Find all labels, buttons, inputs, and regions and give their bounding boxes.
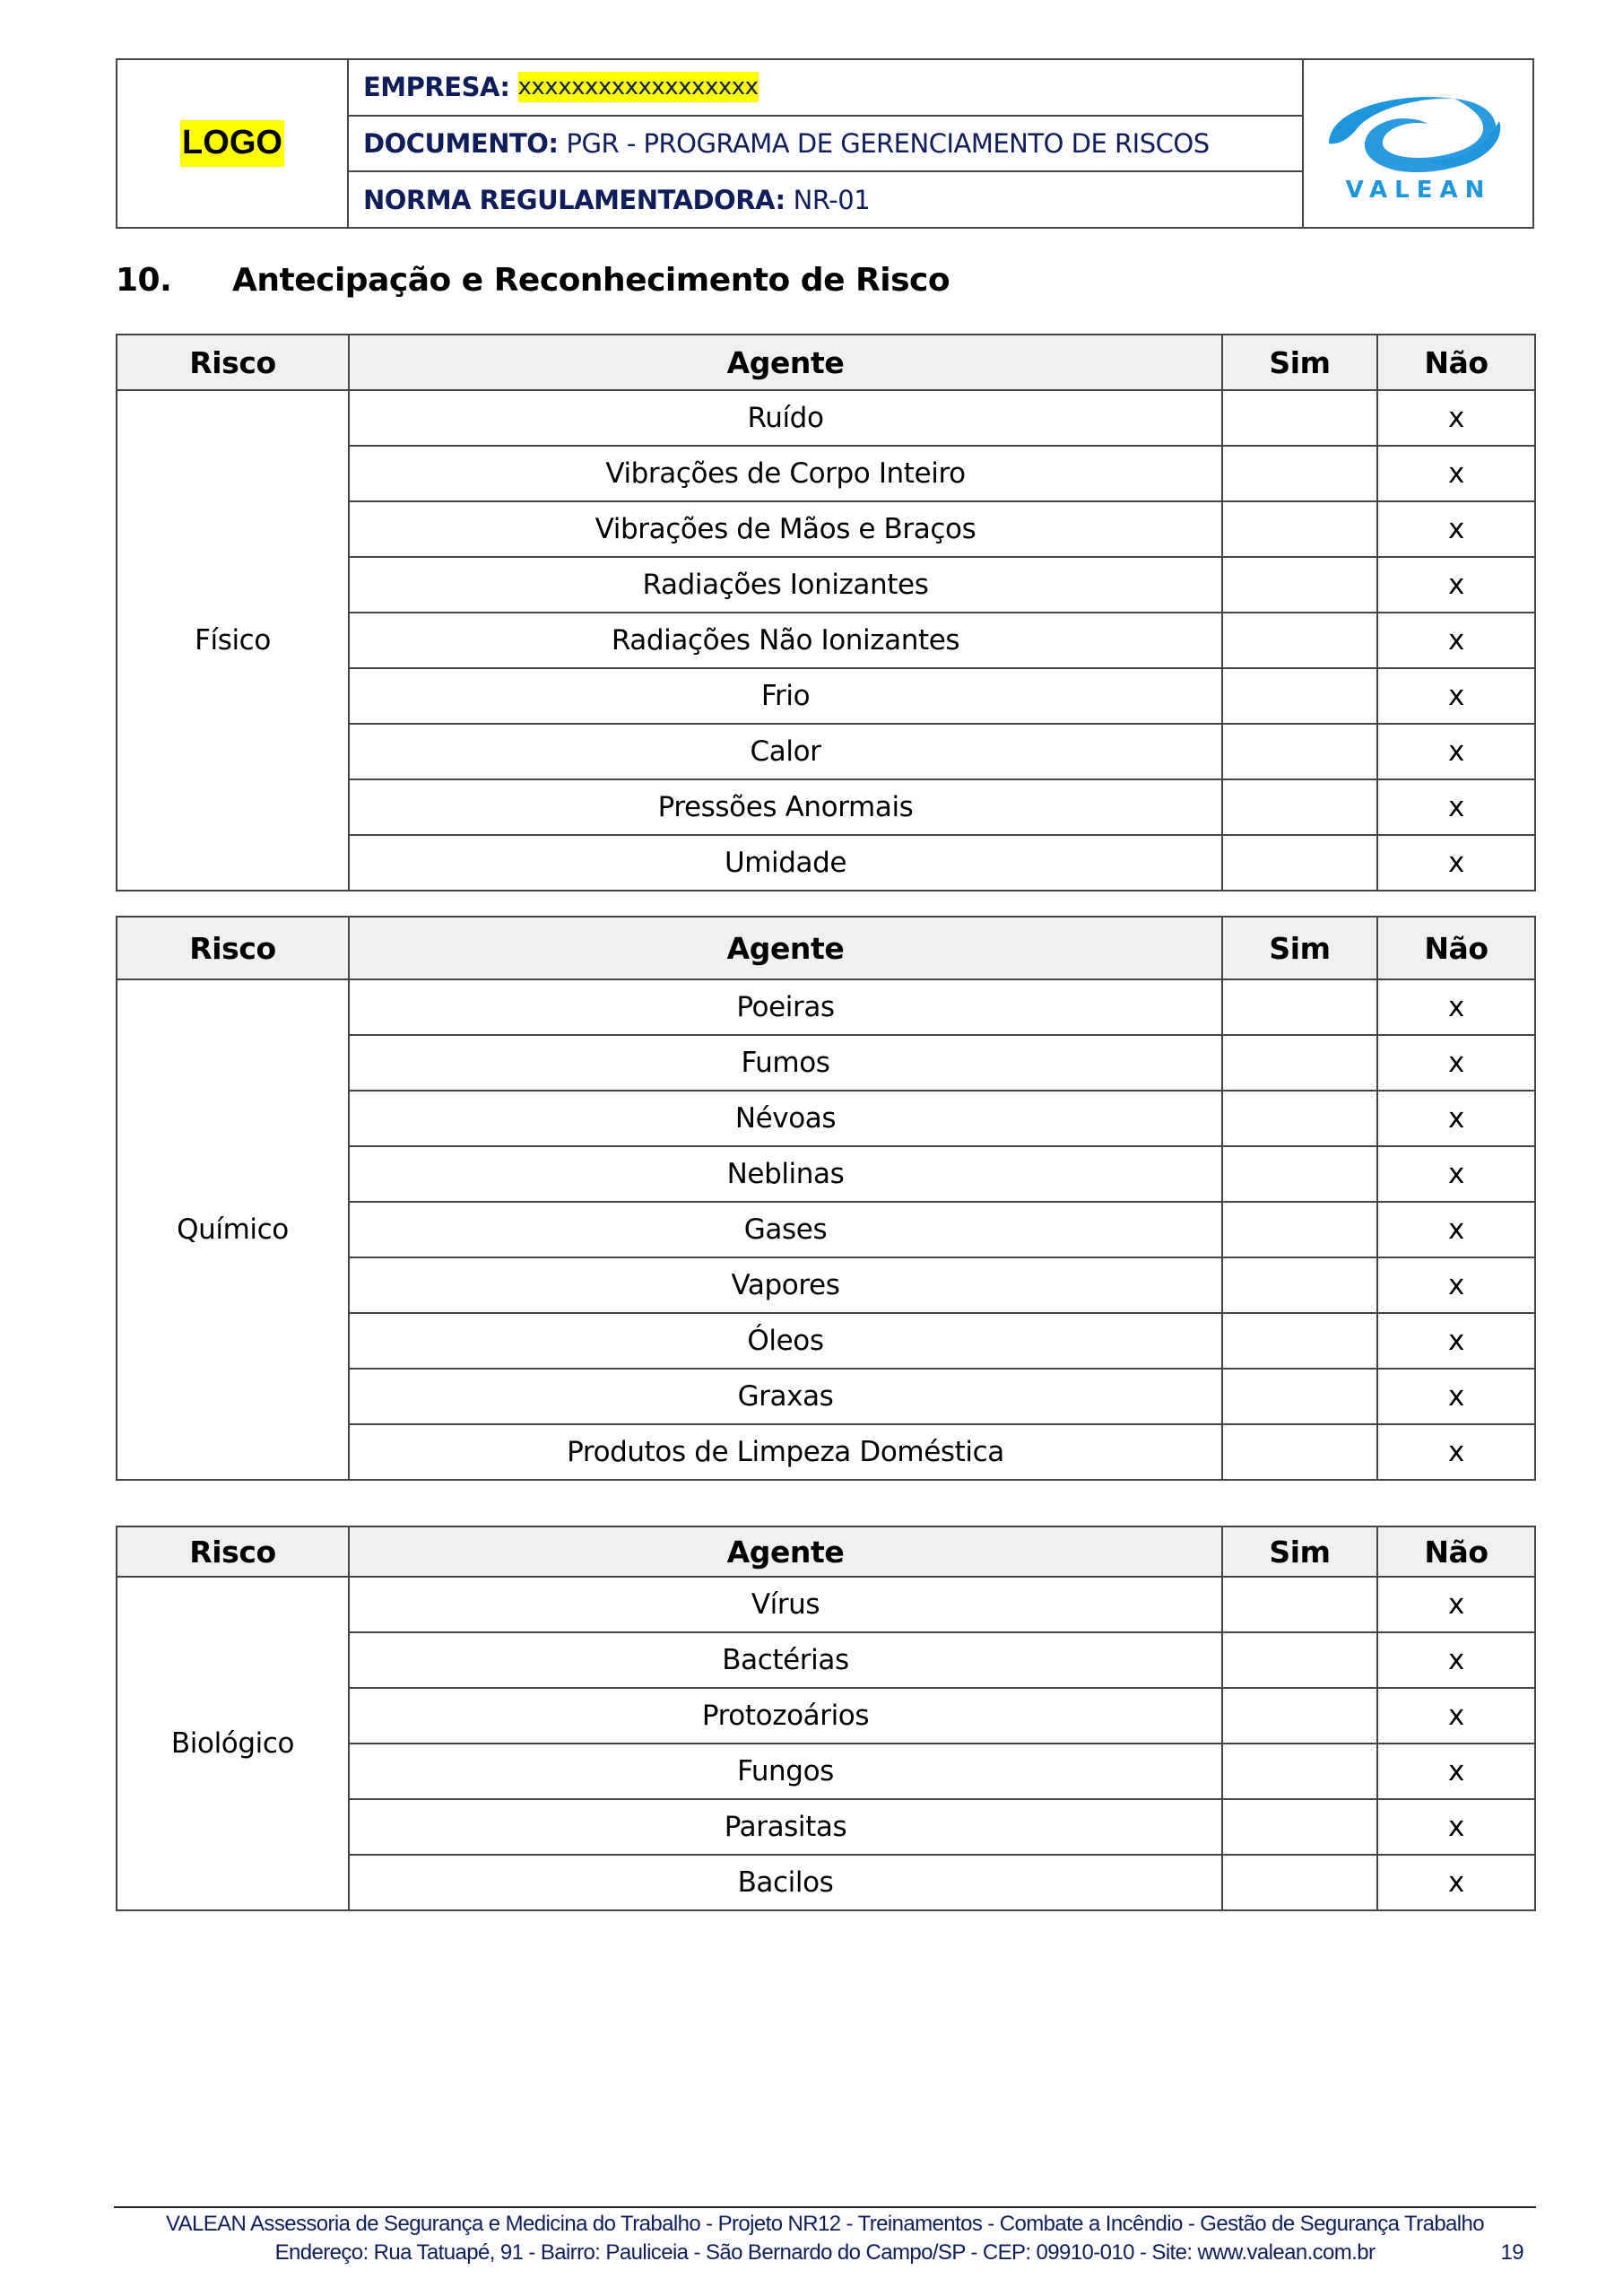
agent-cell: Calor — [349, 724, 1222, 779]
col-header-agente: Agente — [349, 917, 1222, 979]
table-header-row — [117, 917, 1535, 979]
agent-cell: Óleos — [349, 1313, 1222, 1369]
risk-table-fisico — [116, 334, 1536, 891]
sim-cell — [1222, 501, 1377, 557]
agent-cell: Produtos de Limpeza Doméstica — [349, 1424, 1222, 1480]
header-info — [349, 60, 1304, 227]
valean-logo-icon — [1320, 81, 1517, 206]
sim-cell — [1222, 1424, 1377, 1480]
sim-cell — [1222, 1799, 1377, 1855]
sim-cell — [1222, 1202, 1377, 1257]
agent-cell: Bactérias — [349, 1632, 1222, 1688]
nao-cell: x — [1377, 979, 1535, 1035]
agent-cell: Radiações Não Ionizantes — [349, 613, 1222, 668]
sim-cell — [1222, 613, 1377, 668]
nao-cell: x — [1377, 1146, 1535, 1202]
sim-cell — [1222, 1744, 1377, 1799]
nao-cell: x — [1377, 446, 1535, 501]
col-header-sim: Sim — [1222, 917, 1377, 979]
sim-cell — [1222, 1313, 1377, 1369]
norma-label: NORMA REGULAMENTADORA: — [363, 184, 785, 215]
norma-row — [349, 170, 1302, 227]
agent-cell: Ruído — [349, 390, 1222, 446]
valean-logo-cell — [1304, 60, 1532, 227]
col-header-nao: Não — [1377, 917, 1535, 979]
empresa-value: xxxxxxxxxxxxxxxxxx — [517, 74, 759, 101]
sim-cell — [1222, 779, 1377, 835]
table-header-row — [117, 1526, 1535, 1577]
agent-cell: Fungos — [349, 1744, 1222, 1799]
sim-cell — [1222, 1369, 1377, 1424]
agent-cell: Protozoários — [349, 1688, 1222, 1744]
table-row — [117, 390, 1535, 446]
agent-cell: Bacilos — [349, 1855, 1222, 1910]
page-footer — [114, 2206, 1536, 2267]
sim-cell — [1222, 1855, 1377, 1910]
nao-cell: x — [1377, 668, 1535, 724]
documento-label: DOCUMENTO: — [363, 128, 559, 159]
table-row — [117, 979, 1535, 1035]
agent-cell: Névoas — [349, 1091, 1222, 1146]
sim-cell — [1222, 835, 1377, 891]
agent-cell: Vibrações de Mãos e Braços — [349, 501, 1222, 557]
col-header-risco: Risco — [117, 917, 349, 979]
document-header — [116, 58, 1534, 229]
agent-cell: Neblinas — [349, 1146, 1222, 1202]
col-header-risco: Risco — [117, 1526, 349, 1577]
sim-cell — [1222, 557, 1377, 613]
footer-address-line — [114, 2239, 1536, 2267]
nao-cell: x — [1377, 1424, 1535, 1480]
col-header-sim: Sim — [1222, 1526, 1377, 1577]
nao-cell: x — [1377, 1369, 1535, 1424]
nao-cell: x — [1377, 724, 1535, 779]
risk-category: Biológico — [117, 1577, 349, 1910]
agent-cell: Vibrações de Corpo Inteiro — [349, 446, 1222, 501]
sim-cell — [1222, 979, 1377, 1035]
logo-placeholder: LOGO — [180, 120, 284, 167]
nao-cell: x — [1377, 613, 1535, 668]
sim-cell — [1222, 1688, 1377, 1744]
client-logo-cell — [117, 60, 349, 227]
footer-address: Endereço: Rua Tatuapé, 91 - Bairro: Pauliceia - São Bernardo do Campo/SP - CEP: 09910-010 - Site: www.valean.com.br — [274, 2240, 1376, 2265]
table-header-row — [117, 335, 1535, 390]
nao-cell: x — [1377, 1688, 1535, 1744]
agent-cell: Gases — [349, 1202, 1222, 1257]
sim-cell — [1222, 724, 1377, 779]
risk-category: Químico — [117, 979, 349, 1480]
col-header-risco: Risco — [117, 335, 349, 390]
sim-cell — [1222, 446, 1377, 501]
documento-row — [349, 115, 1302, 171]
nao-cell: x — [1377, 1313, 1535, 1369]
col-header-nao: Não — [1377, 335, 1535, 390]
agent-cell: Radiações Ionizantes — [349, 557, 1222, 613]
agent-cell: Vírus — [349, 1577, 1222, 1632]
risk-table-quimico — [116, 916, 1536, 1481]
footer-company-line: VALEAN Assessoria de Segurança e Medicina do Trabalho - Projeto NR12 - Treinamentos - Combate a Incêndio - Gestão de Segurança Trabalho — [165, 2212, 1485, 2236]
nao-cell: x — [1377, 835, 1535, 891]
nao-cell: x — [1377, 1855, 1535, 1910]
brand-name: VALEAN — [1345, 177, 1491, 204]
nao-cell: x — [1377, 501, 1535, 557]
nao-cell: x — [1377, 1091, 1535, 1146]
sim-cell — [1222, 390, 1377, 446]
agent-cell: Poeiras — [349, 979, 1222, 1035]
sim-cell — [1222, 1146, 1377, 1202]
sim-cell — [1222, 1091, 1377, 1146]
sim-cell — [1222, 668, 1377, 724]
section-heading: Antecipação e Reconhecimento de Risco — [232, 262, 950, 299]
risk-category: Físico — [117, 390, 349, 891]
empresa-label: EMPRESA: — [363, 72, 510, 103]
agent-cell: Fumos — [349, 1035, 1222, 1091]
agent-cell: Graxas — [349, 1369, 1222, 1424]
agent-cell: Vapores — [349, 1257, 1222, 1313]
table-row — [117, 1577, 1535, 1632]
section-number: 10. — [116, 262, 172, 299]
sim-cell — [1222, 1632, 1377, 1688]
nao-cell: x — [1377, 1799, 1535, 1855]
nao-cell: x — [1377, 390, 1535, 446]
col-header-sim: Sim — [1222, 335, 1377, 390]
nao-cell: x — [1377, 1035, 1535, 1091]
nao-cell: x — [1377, 1632, 1535, 1688]
nao-cell: x — [1377, 557, 1535, 613]
sim-cell — [1222, 1257, 1377, 1313]
nao-cell: x — [1377, 1577, 1535, 1632]
section-title — [116, 262, 950, 299]
empresa-row — [349, 60, 1302, 115]
agent-cell: Umidade — [349, 835, 1222, 891]
sim-cell — [1222, 1577, 1377, 1632]
nao-cell: x — [1377, 1257, 1535, 1313]
col-header-nao: Não — [1377, 1526, 1535, 1577]
col-header-agente: Agente — [349, 1526, 1222, 1577]
documento-value: PGR - PROGRAMA DE GERENCIAMENTO DE RISCOS — [566, 128, 1210, 159]
nao-cell: x — [1377, 1744, 1535, 1799]
norma-value: NR-01 — [793, 184, 871, 215]
agent-cell: Parasitas — [349, 1799, 1222, 1855]
sim-cell — [1222, 1035, 1377, 1091]
nao-cell: x — [1377, 779, 1535, 835]
risk-table-biologico — [116, 1526, 1536, 1911]
agent-cell: Frio — [349, 668, 1222, 724]
page-number: 19 — [1500, 2240, 1523, 2265]
nao-cell: x — [1377, 1202, 1535, 1257]
col-header-agente: Agente — [349, 335, 1222, 390]
agent-cell: Pressões Anormais — [349, 779, 1222, 835]
